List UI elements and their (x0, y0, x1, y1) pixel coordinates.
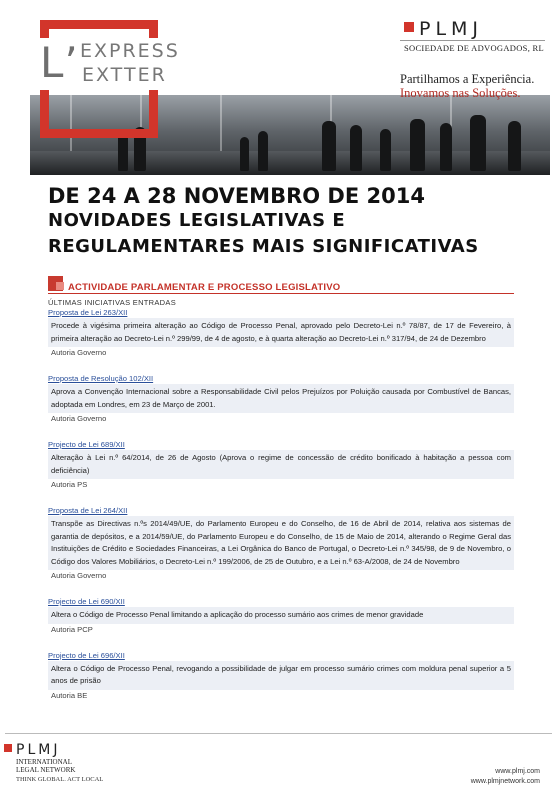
firm-logo-rule (400, 40, 545, 41)
firm-subtitle: SOCIEDADE DE ADVOGADOS, RL (404, 43, 545, 53)
initiative-link[interactable]: Proposta de Resolução 102/XII (48, 374, 154, 383)
tagline-secondary: Inovamos nas Soluções. (400, 86, 521, 100)
page-title-line3: REGULAMENTARES MAIS SIGNIFICATIVAS (48, 236, 479, 257)
initiative-author: Autoria PS (51, 480, 88, 489)
list-item (48, 505, 514, 582)
initiative-description: Procede à vigésima primeira alteração ao Código de Processo Penal, aprovado pelo Decreto-Lei n.º 78/87, de 17 de Fevereiro, à primeira alteração ao Decreto-Lei n.º 299/99, de 4 de agosto, e à quarta alteração ao Decreto-Lei n.º 317/94, de 24 de Dezembro (48, 318, 514, 347)
section-divider (48, 293, 514, 294)
firm-logo: PLMJ (419, 18, 484, 40)
list-item (48, 650, 514, 702)
page-title-line2: NOVIDADES LEGISLATIVAS E (48, 210, 346, 231)
section-title: ACTIVIDADE PARLAMENTAR E PROCESSO LEGISLATIVO (68, 282, 341, 293)
initiative-author: Autoria Governo (51, 414, 107, 423)
footer-divider (5, 733, 552, 734)
list-item (48, 596, 514, 636)
firm-logo-mark (404, 22, 414, 32)
footer-logo: PLMJ (16, 742, 61, 758)
initiative-link[interactable]: Projecto de Lei 696/XII (48, 650, 125, 660)
section-marker-accent (56, 282, 64, 290)
header-banner (0, 0, 557, 175)
list-item (48, 373, 514, 425)
footer-logo-mark (4, 744, 12, 752)
tagline-primary: Partilhamos a Experiência. (400, 72, 535, 86)
footer-link-network[interactable]: www.plmjnetwork.com (470, 778, 540, 785)
initiative-link[interactable]: Proposta de Lei 263/XII (48, 308, 128, 317)
footer-network-line1: INTERNATIONAL (16, 758, 72, 766)
newsletter-logo-l: L’ (40, 38, 79, 87)
initiative-description: Altera o Código de Processo Penal, revogando a possibilidade de julgar em processo sumário crimes com moldura penal superior a 5 anos de prisão (48, 661, 514, 690)
initiative-author: Autoria Governo (51, 571, 107, 580)
initiative-description: Altera o Código de Processo Penal limitando a aplicação do processo sumário aos crimes de menor gravidade (48, 607, 514, 624)
footer-network-line2: LEGAL NETWORK (16, 766, 76, 774)
initiatives-list (48, 307, 514, 716)
initiative-author: Autoria PCP (51, 624, 93, 634)
section-subhead: ÚLTIMAS INICIATIVAS ENTRADAS (48, 298, 177, 307)
list-item (48, 307, 514, 359)
initiative-link[interactable]: Proposta de Lei 264/XII (48, 506, 128, 515)
newsletter-logo-word1: EXPRESS (80, 40, 180, 62)
initiative-description: Transpõe as Directivas n.ºs 2014/49/UE, do Parlamento Europeu e do Conselho, de 16 de Abril de 2014, relativa aos sistemas de garantia de depósitos, e a 2014/59/UE, do Parlamento Europeu e do Conselho, de 15 de Maio de 2014, alterando o Regime Geral das Instituições de Crédito e Sociedades Financeiras, a Lei Orgânica do Banco de Portugal, o Decreto-Lei n.º 345/98, de 9 de Novembro, o Código dos Valores Mobiliários, o Decreto-Lei n.º 199/2006, de 25 de Outubro, e a Lei n.º 63-A/2008, de 24 de Novembro (48, 516, 514, 570)
initiative-description: Alteração à Lei n.º 64/2014, de 26 de Agosto (Aprova o regime de concessão de crédito bonificado à habitação a pessoa com deficiência) (48, 450, 514, 479)
initiative-description: Aprova a Convenção Internacional sobre a Responsabilidade Civil pelos Prejuízos por Poluição causada por Combustível de Bancas, adoptada em Londres, em 23 de Março de 2001. (48, 384, 514, 413)
initiative-link[interactable]: Projecto de Lei 690/XII (48, 597, 125, 606)
page-title-date: DE 24 A 28 NOVEMBRO DE 2014 (48, 184, 425, 208)
initiative-link[interactable]: Projecto de Lei 689/XII (48, 440, 125, 449)
initiative-author: Autoria BE (51, 690, 88, 700)
list-item (48, 439, 514, 491)
newsletter-logo-word2: EXTTER (82, 64, 167, 86)
footer-link-plmj[interactable]: www.plmj.com (495, 768, 540, 775)
footer-slogan: THINK GLOBAL. ACT LOCAL (16, 776, 104, 783)
initiative-author: Autoria Governo (51, 348, 107, 357)
